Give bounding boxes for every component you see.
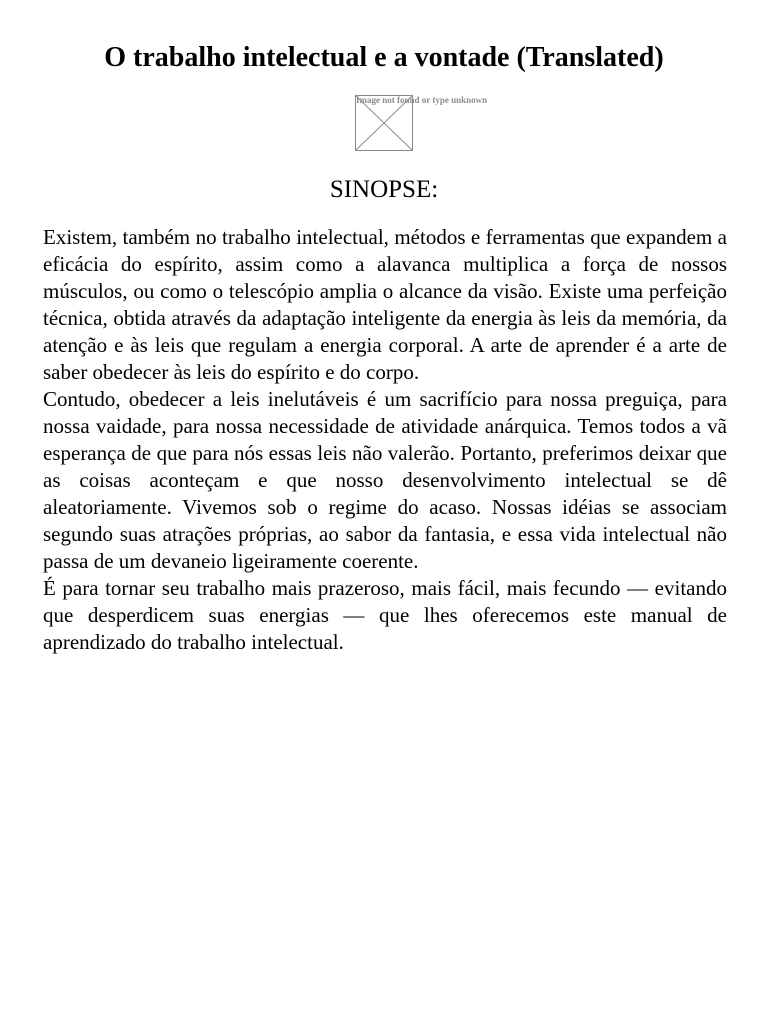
- broken-image-alt-text: Image not found or type unknown: [356, 95, 488, 105]
- synopsis-paragraph: Contudo, obedecer a leis inelutáveis é um sacrifício para nossa preguiça, para nossa vaidade, para nossa necessidade de atividade anárquica. Temos todos a vã esperança de que para nós essas leis não valerão. Portanto, preferimos deixar que as coisas aconteçam e que nosso desenvolvimento intelectual se dê aleatoriamente. Vivemos sob o regime do acaso. Nossas idéias se associam segundo suas atrações próprias, ao sabor da fantasia, e essa vida intelectual não passa de um devaneio ligeiramente coerente.: [43, 387, 727, 573]
- synopsis-paragraph: Existem, também no trabalho intelectual, métodos e ferramentas que expandem a eficácia do espírito, assim como a alavanca multiplica a força de nossos músculos, ou como o telescópio amplia o alcance da visão. Existe uma perfeição técnica, obtida através da adaptação inteligente da energia às leis da memória, da atenção e às leis que regulam a energia corporal. A arte de aprender é a arte de saber obedecer às leis do espírito e do corpo.: [43, 225, 727, 384]
- synopsis-paragraph: É para tornar seu trabalho mais prazeroso, mais fácil, mais fecundo — evitando que desperdicem suas energias — que lhes oferecemos este manual de aprendizado do trabalho intelectual.: [43, 576, 727, 654]
- document-title: O trabalho intelectual e a vontade (Translated): [104, 42, 664, 73]
- synopsis-body: [43, 224, 727, 656]
- synopsis-heading: SINOPSE:: [329, 176, 439, 203]
